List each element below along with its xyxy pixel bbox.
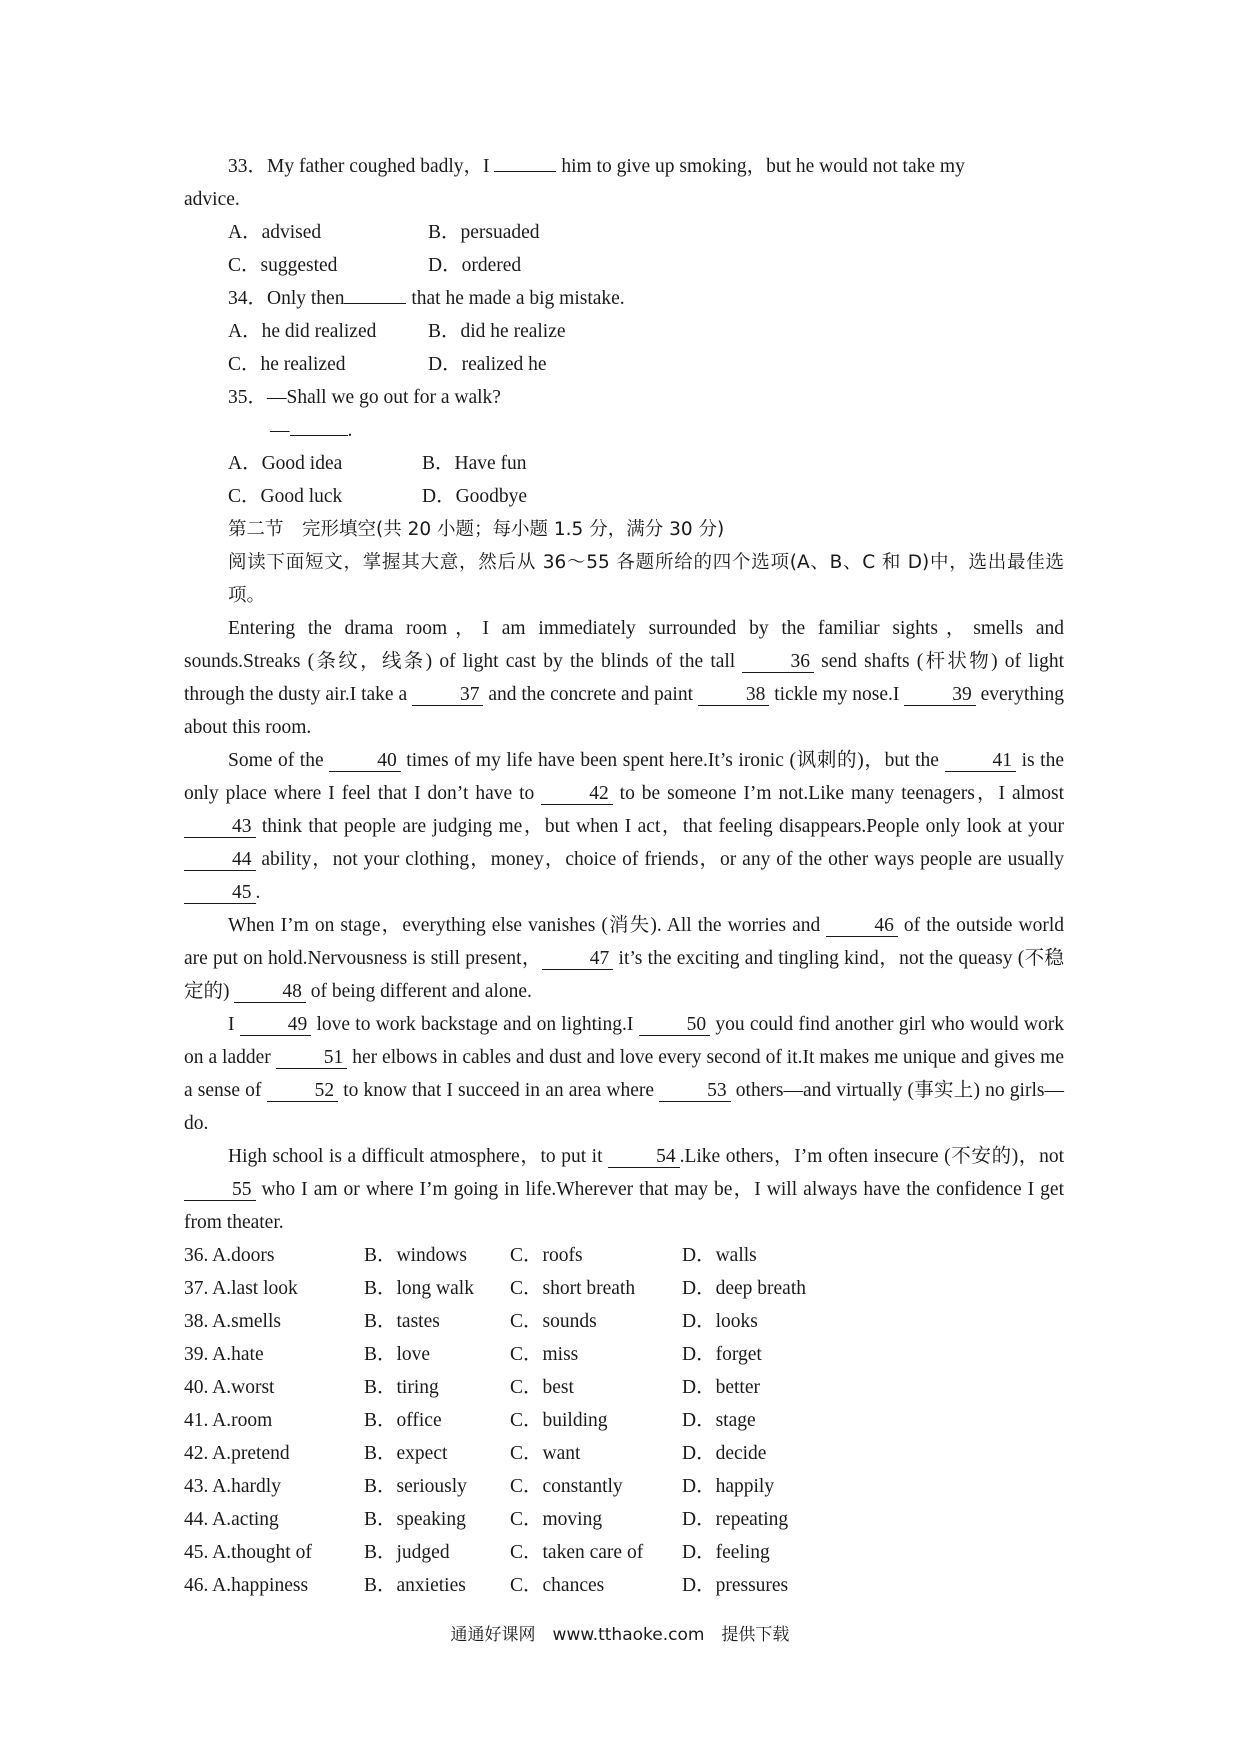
option-d: D．deep breath xyxy=(682,1278,806,1299)
option-c: C．taken care of xyxy=(510,1542,644,1563)
answer-blank xyxy=(494,171,556,172)
blank-50: 50 xyxy=(639,1015,711,1036)
option-d: D．decide xyxy=(682,1443,767,1464)
option-a: 37. A.last look xyxy=(184,1278,298,1299)
option-b: B．anxieties xyxy=(364,1575,466,1596)
option-c: C．short breath xyxy=(510,1278,636,1299)
passage-paragraph-2: Some of the 40 times of my life have been spent here.It’s ironic (讽刺的)，but the 41 is the only place where I feel that I don’t have to 42 to be someone I’m not.Like many teenagers，I almost 43 think that people are judging me，but when I act，that feeling disappears.People only look at your 44 ability，not your clothing，money，choice of friends，or any of the other ways people are usually 45 . xyxy=(184,750,1065,903)
option-c: C．roofs xyxy=(510,1245,583,1266)
option-d: D．looks xyxy=(682,1311,758,1332)
blank-40: 40 xyxy=(329,751,401,772)
option-b: B．expect xyxy=(364,1443,448,1464)
option-d: D．feeling xyxy=(682,1542,770,1563)
option-d: D．ordered xyxy=(428,255,522,276)
passage-paragraph-4: I 49 love to work backstage and on lighting.I 50 you could find another girl who would work on a ladder 51 her elbows in cables and dust and love every second of it.It makes me unique and gives me a sense of 52 to know that I succeed in an area where 53 others—and virtually (事实上) no girls—do. xyxy=(184,1014,1064,1134)
question-33-stem-cont: advice. xyxy=(184,189,240,210)
blank-44: 44 xyxy=(184,850,256,871)
section-instruction: 阅读下面短文，掌握其大意，然后从 36～55 各题所给的四个选项(A、B、C 和 D)中，选出最佳选项。 xyxy=(228,552,1064,606)
option-a: 39. A.hate xyxy=(184,1344,264,1365)
answer-blank xyxy=(344,303,406,304)
option-c: C．he realized xyxy=(228,354,346,375)
option-a: 44. A.acting xyxy=(184,1509,279,1530)
blank-47: 47 xyxy=(542,949,614,970)
option-a: 43. A.hardly xyxy=(184,1476,281,1497)
option-c: C．chances xyxy=(510,1575,605,1596)
option-c: C．building xyxy=(510,1410,608,1431)
option-d: D．forget xyxy=(682,1344,762,1365)
blank-39: 39 xyxy=(904,685,976,706)
blank-54: 54 xyxy=(608,1147,680,1168)
exam-page xyxy=(184,150,1064,1602)
blank-52: 52 xyxy=(267,1081,339,1102)
option-a: 42. A.pretend xyxy=(184,1443,290,1464)
options-row-36 xyxy=(184,1239,1064,1272)
question-35-options-ab xyxy=(184,447,1064,480)
blank-51: 51 xyxy=(276,1048,348,1069)
option-b: B．love xyxy=(364,1344,431,1365)
blank-48: 48 xyxy=(234,982,306,1003)
option-c: C．Good luck xyxy=(228,486,343,507)
passage-paragraph-1: Entering the drama room，I am immediately surrounded by the familiar sights，smells and sounds.Streaks (条纹，线条) of light cast by the blinds of the tall 36 send shafts (杆状物) of light through the dusty air.I take a 37 and the concrete and paint 38 tickle my nose.I 39 everything about this room. xyxy=(184,618,1064,738)
question-33-options-ab xyxy=(184,216,1064,249)
option-a: 36. A.doors xyxy=(184,1245,275,1266)
options-row-44 xyxy=(184,1503,1064,1536)
option-b: B．tastes xyxy=(364,1311,440,1332)
option-b: B．seriously xyxy=(364,1476,467,1497)
options-row-45 xyxy=(184,1536,1064,1569)
option-a: 40. A.worst xyxy=(184,1377,275,1398)
blank-41: 41 xyxy=(945,751,1017,772)
question-34-options-cd xyxy=(184,348,1064,381)
option-a: A．advised xyxy=(228,222,322,243)
question-33-options-cd xyxy=(184,249,1064,282)
option-c: C．sounds xyxy=(510,1311,597,1332)
option-c: C．constantly xyxy=(510,1476,623,1497)
blank-37: 37 xyxy=(412,685,484,706)
options-row-39 xyxy=(184,1338,1064,1371)
option-b: B．speaking xyxy=(364,1509,466,1530)
option-a: A．he did realized xyxy=(228,321,377,342)
option-d: D．realized he xyxy=(428,354,547,375)
option-a: 41. A.room xyxy=(184,1410,273,1431)
passage-paragraph-5: High school is a difficult atmosphere，to put it 54 .Like others，I’m often insecure (不安的)，not 55 who I am or where I’m going in life.Wherever that may be，I will always have the confidence I get from theater. xyxy=(184,1146,1065,1233)
option-c: C．suggested xyxy=(228,255,338,276)
blank-42: 42 xyxy=(541,784,613,805)
answer-blank xyxy=(290,435,348,436)
cloze-options-list xyxy=(184,1239,1064,1602)
blank-46: 46 xyxy=(826,916,898,937)
question-35-reply: — . xyxy=(270,420,353,441)
option-d: D．walls xyxy=(682,1245,757,1266)
options-row-46 xyxy=(184,1569,1064,1602)
blank-38: 38 xyxy=(698,685,770,706)
blank-49: 49 xyxy=(240,1015,312,1036)
option-c: C．miss xyxy=(510,1344,579,1365)
question-35-stem: 35．—Shall we go out for a walk? xyxy=(228,387,501,408)
option-b: B．windows xyxy=(364,1245,467,1266)
option-a: 46. A.happiness xyxy=(184,1575,309,1596)
option-d: D．stage xyxy=(682,1410,756,1431)
option-a: 38. A.smells xyxy=(184,1311,281,1332)
option-d: D．pressures xyxy=(682,1575,789,1596)
option-b: B．office xyxy=(364,1410,442,1431)
question-34-options-ab xyxy=(184,315,1064,348)
question-35-options-cd xyxy=(184,480,1064,513)
blank-55: 55 xyxy=(184,1180,256,1201)
option-d: D．repeating xyxy=(682,1509,789,1530)
passage-paragraph-3: When I’m on stage，everything else vanishes (消失). All the worries and 46 of the outside world are put on hold.Nervousness is still present， 47 it’s the exciting and tingling kind，not the queasy (不稳定的) 48 of being different and alone. xyxy=(184,915,1064,1002)
question-33-stem: 33．My father coughed badly，I him to give up smoking，but he would not take my xyxy=(228,156,965,177)
option-b: B．tiring xyxy=(364,1377,439,1398)
blank-53: 53 xyxy=(659,1081,731,1102)
blank-45: 45 xyxy=(184,883,256,904)
blank-36: 36 xyxy=(742,652,814,673)
option-b: B．did he realize xyxy=(428,321,566,342)
page-footer: 通通好课网 www.tthaoke.com 提供下载 xyxy=(450,1625,790,1645)
blank-43: 43 xyxy=(184,817,256,838)
option-b: B．persuaded xyxy=(428,222,540,243)
option-d: D．better xyxy=(682,1377,760,1398)
options-row-41 xyxy=(184,1404,1064,1437)
options-row-42 xyxy=(184,1437,1064,1470)
option-a: 45. A.thought of xyxy=(184,1542,312,1563)
option-d: D．Goodbye xyxy=(422,486,528,507)
option-c: C．want xyxy=(510,1443,581,1464)
option-c: C．best xyxy=(510,1377,574,1398)
section-title: 第二节 完形填空(共 20 小题；每小题 1.5 分，满分 30 分) xyxy=(228,519,725,540)
option-a: A．Good idea xyxy=(228,453,343,474)
option-d: D．happily xyxy=(682,1476,775,1497)
option-b: B．Have fun xyxy=(422,453,527,474)
option-b: B．judged xyxy=(364,1542,450,1563)
question-34-stem: 34．Only then that he made a big mistake. xyxy=(228,288,625,309)
options-row-43 xyxy=(184,1470,1064,1503)
options-row-38 xyxy=(184,1305,1064,1338)
options-row-40 xyxy=(184,1371,1064,1404)
options-row-37 xyxy=(184,1272,1064,1305)
option-c: C．moving xyxy=(510,1509,603,1530)
option-b: B．long walk xyxy=(364,1278,474,1299)
